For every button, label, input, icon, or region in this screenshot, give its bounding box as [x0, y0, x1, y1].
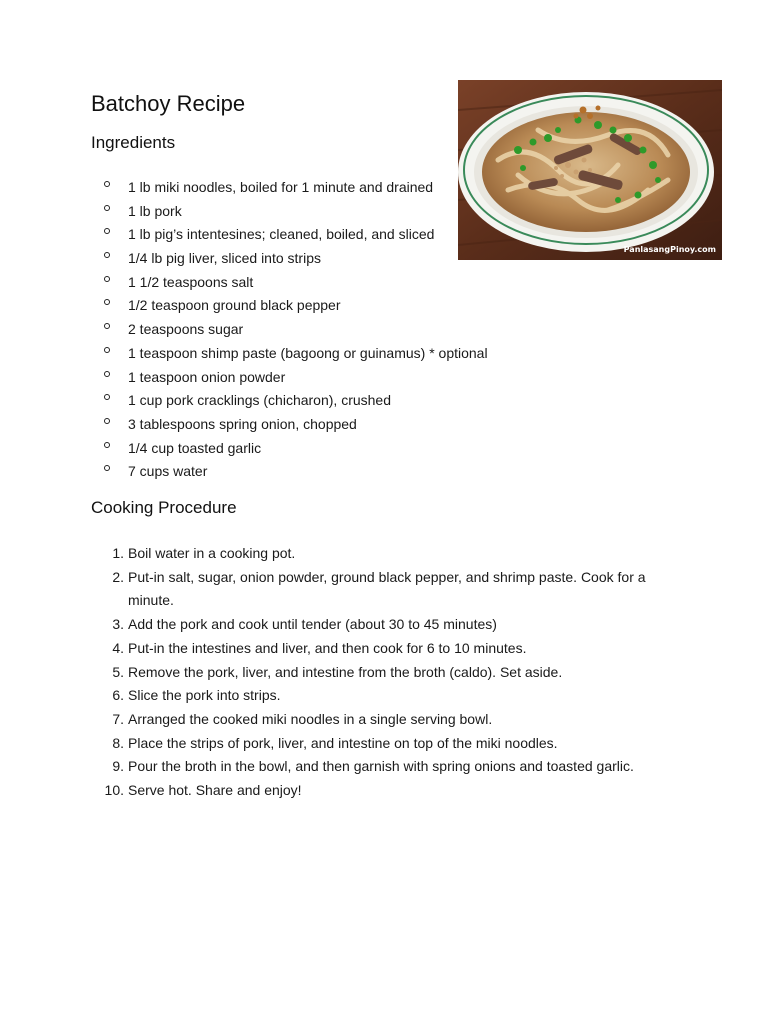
- step-text: Put-in salt, sugar, onion powder, ground black pepper, and shrimp paste. Cook for a minute.: [128, 568, 646, 609]
- step-text: Put-in the intestines and liver, and then cook for 6 to 10 minutes.: [128, 639, 527, 656]
- bullet-icon: [104, 418, 110, 424]
- list-item: [0, 613, 680, 637]
- ingredient-text: 1 lb pork: [128, 202, 182, 219]
- batchoy-bowl-illustration: [458, 80, 722, 260]
- ingredient-text: 1 cup pork cracklings (chicharon), crushed: [128, 392, 392, 409]
- batchoy-photo: [458, 80, 722, 260]
- list-item: [0, 295, 488, 319]
- step-text: Place the strips of pork, liver, and intestine on top of the miki noodles.: [128, 734, 558, 751]
- step-number: 2.: [112, 568, 124, 585]
- bullet-icon: [104, 181, 110, 187]
- list-item: [0, 732, 680, 756]
- step-number: 10.: [104, 782, 124, 799]
- ingredient-text: 3 tablespoons spring onion, chopped: [128, 415, 357, 432]
- ingredients-heading: Ingredients: [91, 133, 176, 152]
- list-item: [0, 319, 488, 343]
- list-item: [0, 248, 488, 272]
- bullet-icon: [104, 252, 110, 258]
- list-item: [0, 438, 488, 462]
- bullet-icon: [104, 228, 110, 234]
- list-item: [0, 755, 680, 779]
- bullet-icon: [104, 276, 110, 282]
- ingredient-text: 1 lb pig’s intentesines; cleaned, boiled, and sliced: [128, 226, 435, 243]
- list-item: [0, 414, 488, 438]
- list-item: [0, 390, 488, 414]
- procedure-steps-list: [0, 542, 680, 803]
- ingredient-text: 1/2 teaspoon ground black pepper: [128, 297, 341, 314]
- ingredient-text: 1/4 lb pig liver, sliced into strips: [128, 250, 321, 267]
- step-number: 4.: [112, 639, 124, 656]
- step-number: 5.: [112, 663, 124, 680]
- bullet-icon: [104, 205, 110, 211]
- step-number: 3.: [112, 616, 124, 633]
- list-item: [0, 367, 488, 391]
- step-text: Pour the broth in the bowl, and then garnish with spring onions and toasted garlic.: [128, 758, 634, 775]
- list-item: [0, 684, 680, 708]
- list-item: [0, 177, 488, 201]
- bullet-icon: [104, 442, 110, 448]
- step-number: 8.: [112, 734, 124, 751]
- step-number: 1.: [112, 545, 124, 561]
- bullet-icon: [104, 371, 110, 377]
- bullet-icon: [104, 465, 110, 471]
- photo-watermark: PanlasangPinoy.com: [623, 245, 716, 254]
- bullet-icon: [104, 347, 110, 353]
- step-number: 9.: [112, 758, 124, 775]
- bullet-icon: [104, 394, 110, 400]
- step-text: Remove the pork, liver, and intestine from the broth (caldo). Set aside.: [128, 663, 563, 680]
- procedure-heading: Cooking Procedure: [91, 498, 237, 517]
- list-item: [0, 542, 680, 566]
- step-text: Add the pork and cook until tender (about 30 to 45 minutes): [128, 616, 497, 633]
- list-item: [0, 272, 488, 296]
- ingredient-text: 1/4 cup toasted garlic: [128, 439, 262, 456]
- step-number: 6.: [112, 687, 124, 704]
- ingredient-text: 1 teaspoon onion powder: [128, 368, 286, 385]
- list-item: [0, 779, 680, 803]
- ingredient-text: 1 teaspoon shimp paste (bagoong or guinamus) * optional: [128, 344, 488, 361]
- list-item: [0, 661, 680, 685]
- list-item: [0, 708, 680, 732]
- ingredients-list: [0, 177, 488, 485]
- list-item: [0, 343, 488, 367]
- list-item: [0, 637, 680, 661]
- ingredient-text: 1 1/2 teaspoons salt: [128, 273, 254, 290]
- list-item: [0, 201, 488, 225]
- step-number: 7.: [112, 710, 124, 727]
- ingredient-text: 1 lb miki noodles, boiled for 1 minute and drained: [128, 179, 434, 195]
- bullet-icon: [104, 323, 110, 329]
- step-text: Slice the pork into strips.: [128, 687, 281, 704]
- list-item: [0, 224, 488, 248]
- bullet-icon: [104, 299, 110, 305]
- page-title: Batchoy Recipe: [91, 91, 246, 116]
- step-text: Serve hot. Share and enjoy!: [128, 782, 302, 799]
- step-text: Boil water in a cooking pot.: [128, 545, 296, 561]
- step-text: Arranged the cooked miki noodles in a single serving bowl.: [128, 710, 493, 727]
- list-item: [0, 566, 680, 613]
- ingredient-text: 2 teaspoons sugar: [128, 321, 244, 338]
- list-item: [0, 461, 488, 485]
- ingredient-text: 7 cups water: [128, 463, 208, 480]
